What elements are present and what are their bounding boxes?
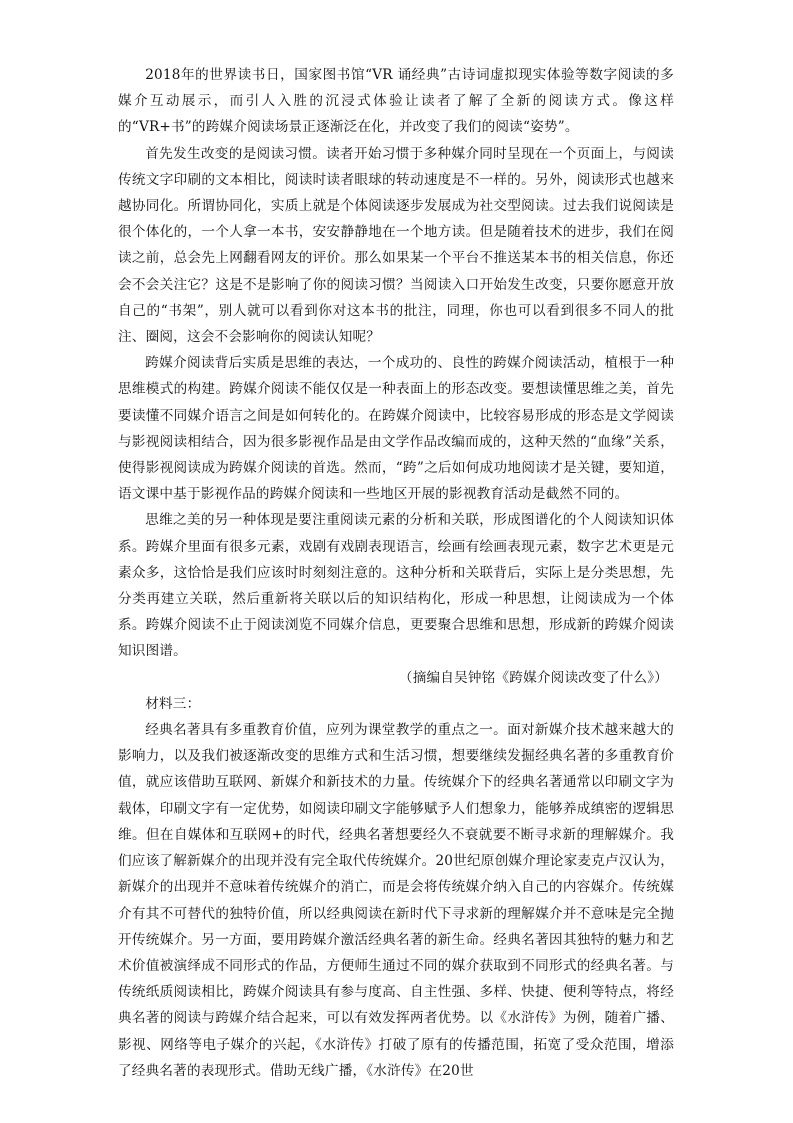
- document-page: [118, 62, 674, 1084]
- material-three-label: 材料三：: [145, 695, 201, 712]
- paragraph-knowledge-graph: 思维之美的另一种体现是要注重阅读元素的分析和关联，形成图谱化的个人阅读知识体系。跨媒介里面有很多元素，戏剧有戏剧表现语言，绘画有绘画表现元素，数字艺术更是元素众多，这恰恰是我们应该时时刻刻注意的。这种分析和关联背后，实际上是分类思想，先分类再建立关联，然后重新将关联以后的知识结构化，形成一种思想，让阅读成为一个体系。跨媒介阅读不止于阅读浏览不同媒介信息，更要聚合思维和思想，形成新的跨媒介阅读知识图谱。: [118, 512, 674, 660]
- paragraph-thinking-mode: 跨媒介阅读背后实质是思维的表达，一个成功的、良性的跨媒介阅读活动，植根于一种思维模式的构建。跨媒介阅读不能仅仅是一种表面上的形态改变。要想读懂思维之美，首先要读懂不同媒介语言之间是如何转化的。在跨媒介阅读中，比较容易形成的形态是文学阅读与影视阅读相结合，因为很多影视作品是由文学作品改编而成的，这种天然的“血缘”关系，使得影视阅读成为跨媒介阅读的首选。然而，“跨”之后如何成功地阅读才是关键，要知道，语文课中基于影视作品的跨媒介阅读和一些地区开展的影视教育活动是截然不同的。: [118, 355, 674, 503]
- paragraph-vr-reading: 2018年的世界读书日，国家图书馆“VR 诵经典”古诗词虚拟现实体验等数字阅读的多媒介互动展示，而引人入胜的沉浸式体验让读者了解了全新的阅读方式。像这样的“VR+书”的跨媒介阅读场景正逐渐泛在化，并改变了我们的阅读“姿势”。: [118, 67, 674, 136]
- source-citation: （摘编自吴钟铭《跨媒介阅读改变了什么》）: [398, 669, 668, 686]
- paragraph-classic-works: 经典名著具有多重教育价值，应列为课堂教学的重点之一。面对新媒介技术越来越大的影响力，以及我们被逐渐改变的思维方式和生活习惯，想要继续发掘经典名著的多重教育价值，就应该借助互联网、新媒介和新技术的力量。传统媒介下的经典名著通常以印刷文字为载体，印刷文字有一定优势，如阅读印刷文字能够赋予人们想象力，能够养成缜密的逻辑思维。但在自媒体和互联网+的时代，经典名著想要经久不衰就要不断寻求新的理解媒介。我们应该了解新媒介的出现并没有完全取代传统媒介。20世纪原创媒介理论家麦克卢汉认为，新媒介的出现并不意味着传统媒介的消亡，而是会将传统媒介纳入自己的内容媒介。传统媒介有其不可替代的独特价值，所以经典阅读在新时代下寻求新的理解媒介并不意味是完全抛开传统媒介。另一方面，要用跨媒介激活经典名著的新生命。经典名著因其独特的魅力和艺术价值被演绎成不同形式的作品，方便师生通过不同的媒介获取到不同形式的经典名著。与传统纸质阅读相比，跨媒介阅读具有参与度高、自主性强、多样、快捷、便利等特点，将经典名著的阅读与跨媒介结合起来，可以有效发挥两者优势。以《水浒传》为例，随着广播、影视、网络等电子媒介的兴起，《水浒传》打破了原有的传播范围，拓宽了受众范围，增添了经典名著的表现形式。借助无线广播，《水浒传》在20世: [118, 722, 674, 1079]
- paragraph-reading-habits: 首先发生改变的是阅读习惯。读者开始习惯于多种媒介同时呈现在一个页面上，与阅读传统文字印刷的文本相比，阅读时读者眼球的转动速度是不一样的。另外，阅读形式也越来越协同化。所谓协同化，实质上就是个体阅读逐步发展成为社交型阅读。过去我们说阅读是很个体化的，一个人拿一本书，安安静静地在一个地方读。但是随着技术的进步，我们在阅读之前，总会先上网翻看网友的评价。那么如果某一个平台不推送某本书的相关信息，你还会不会关注它？这是不是影响了你的阅读习惯？当阅读入口开始发生改变，只要你愿意开放自己的“书架”，别人就可以看到你对这本书的批注，同理，你也可以看到很多不同人的批注、圈阅，这会不会影响你的阅读认知呢？: [118, 145, 674, 346]
